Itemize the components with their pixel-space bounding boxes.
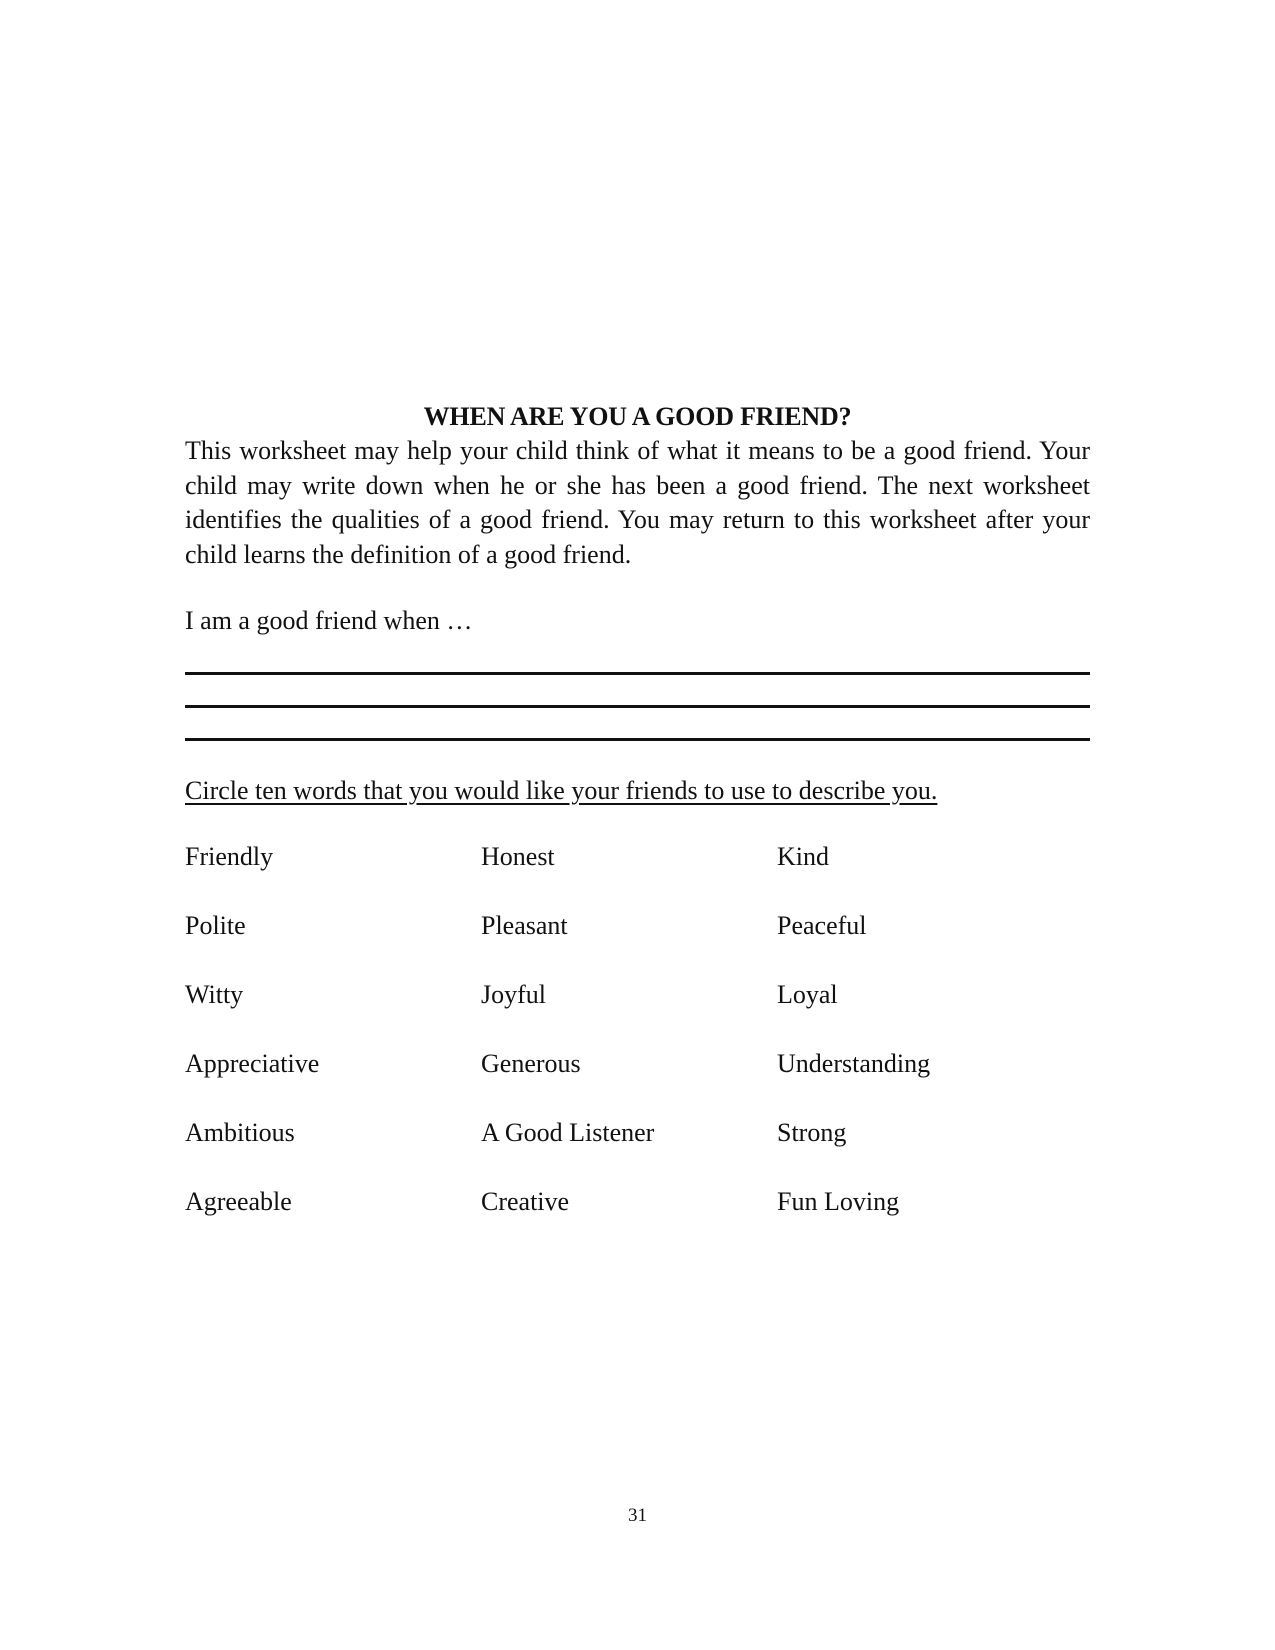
word-item: Polite bbox=[185, 911, 246, 940]
word-item: Appreciative bbox=[185, 1049, 320, 1078]
answer-line-1 bbox=[185, 672, 1090, 675]
answer-line-2 bbox=[185, 705, 1090, 708]
intro-paragraph: This worksheet may help your child think of what it means to be a good friend. Your child may write down when he or she has been a good friend. The next worksheet identifies the qualities of a good friend. You may return to this worksheet after your child learns the definition of a good friend. bbox=[185, 436, 1090, 569]
word-item: Understanding bbox=[777, 1049, 931, 1078]
word-item: Honest bbox=[481, 842, 555, 871]
word-item: Kind bbox=[777, 842, 829, 871]
word-item: A Good Listener bbox=[481, 1118, 655, 1147]
word-item: Peaceful bbox=[777, 911, 867, 940]
circle-instruction: Circle ten words that you would like your friends to use to describe you. bbox=[185, 776, 938, 805]
word-item: Witty bbox=[185, 980, 244, 1009]
word-item: Fun Loving bbox=[777, 1187, 900, 1216]
word-item: Ambitious bbox=[185, 1118, 295, 1147]
worksheet-title: WHEN ARE YOU A GOOD FRIEND? bbox=[423, 402, 852, 431]
good-friend-prompt: I am a good friend when … bbox=[185, 606, 473, 635]
word-item: Joyful bbox=[481, 980, 546, 1009]
answer-line-3 bbox=[185, 738, 1090, 741]
word-item: Pleasant bbox=[481, 911, 568, 940]
word-list bbox=[185, 842, 1090, 1256]
word-item: Loyal bbox=[777, 980, 838, 1009]
page-number: 31 bbox=[628, 1505, 647, 1526]
word-item: Strong bbox=[777, 1118, 847, 1147]
word-item: Generous bbox=[481, 1049, 581, 1078]
word-item: Creative bbox=[481, 1187, 570, 1216]
word-item: Friendly bbox=[185, 842, 274, 871]
word-item: Agreeable bbox=[185, 1187, 292, 1216]
